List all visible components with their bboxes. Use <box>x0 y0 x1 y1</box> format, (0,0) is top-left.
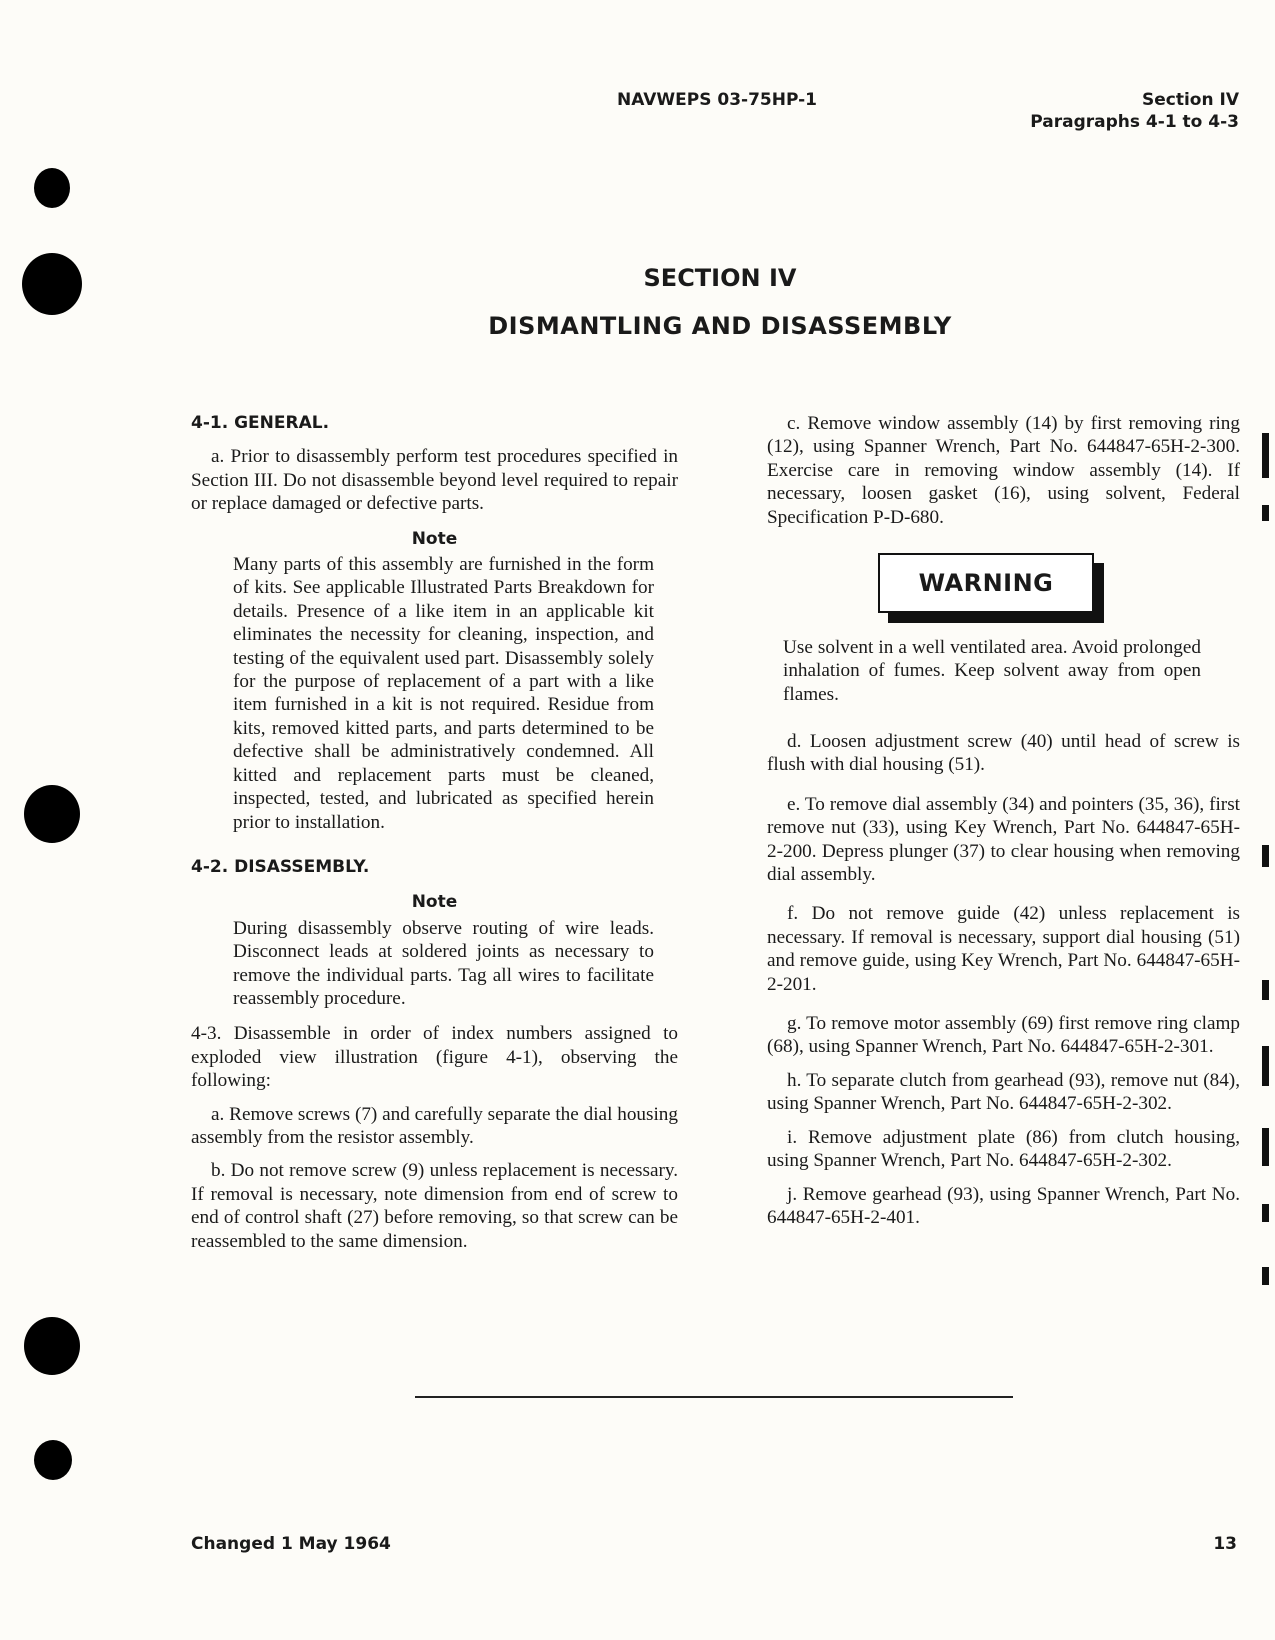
step-h: h. To separate clutch from gearhead (93), remove nut (84), using Spanner Wrench, Part No. 644847-65H-2-302. <box>767 1069 1240 1115</box>
paragraph-4-1-a: a. Prior to disassembly perform test procedures specified in Section III. Do not disassemble beyond level required to repair or replace damaged or defective parts. <box>191 446 678 515</box>
step-i: i. Remove adjustment plate (86) from clutch housing, using Spanner Wrench, Part No. 644847-65H-2-302. <box>767 1126 1240 1172</box>
binder-hole <box>34 168 70 208</box>
binder-hole <box>24 785 80 843</box>
step-d: d. Loosen adjustment screw (40) until head of screw is flush with dial housing (51). <box>767 731 1240 776</box>
step-g: g. To remove motor assembly (69) first remove ring clamp (68), using Spanner Wrench, Part No. 644847-65H-2-301. <box>767 1013 1240 1058</box>
heading-4-2: 4-2. DISASSEMBLY. <box>191 856 370 877</box>
paragraph-4-3: 4-3. Disassemble in order of index numbers assigned to exploded view illustration (figure 4-1), observing the following: <box>191 1023 678 1092</box>
paragraph-4-3-a: a. Remove screws (7) and carefully separate the dial housing assembly from the resistor assembly. <box>191 1103 678 1148</box>
note-text: During disassembly observe routing of wire leads. Disconnect leads at soldered joints as necessary to remove the individual parts. Tag all wires to facilitate reassembly procedure. <box>233 917 654 1009</box>
change-bar <box>1262 1128 1269 1166</box>
change-bar <box>1262 980 1269 1000</box>
change-date: Changed 1 May 1964 <box>191 1534 391 1554</box>
warning-text: Use solvent in a well ventilated area. Avoid prolonged inhalation of fumes. Keep solvent away from open flames. <box>783 637 1201 705</box>
change-bar <box>1262 433 1269 478</box>
step-c: c. Remove window assembly (14) by first removing ring (12), using Spanner Wrench, Part No. 644847-65H-2-300. Exercise care in removing window assembly (14). If necessary, loosen gasket (16), using solvent, Federal Specification P-D-680. <box>767 413 1240 528</box>
page-number: 13 <box>1213 1534 1237 1554</box>
left-column <box>191 412 678 1263</box>
right-column-top <box>767 412 1240 539</box>
step-e: e. To remove dial assembly (34) and pointers (35, 36), first remove nut (33), using Key Wrench, Part No. 644847-65H-2-200. Depress plunger (37) to clear housing when removing dial assembly. <box>767 793 1240 886</box>
step-j: j. Remove gearhead (93), using Spanner Wrench, Part No. 644847-65H-2-401. <box>767 1183 1240 1228</box>
binder-hole <box>34 1440 72 1480</box>
change-bar <box>1262 1204 1269 1222</box>
change-bar <box>1262 845 1269 867</box>
binder-hole <box>24 1317 80 1375</box>
section-title: SECTION IV <box>643 264 797 292</box>
step-f: f. Do not remove guide (42) unless replacement is necessary. If removal is necessary, support dial housing (51) and remove guide, using Key Wrench, Part No. 644847-65H-2-201. <box>767 903 1240 995</box>
change-bar <box>1262 1046 1269 1086</box>
heading-4-1: 4-1. GENERAL. <box>191 413 330 433</box>
note-title: Note <box>411 528 458 549</box>
warning-box: WARNING <box>878 553 1094 613</box>
page-title: DISMANTLING AND DISASSEMBLY <box>488 312 952 340</box>
change-bar <box>1262 505 1269 521</box>
note-title: Note <box>411 892 458 913</box>
paragraphs-label: Paragraphs 4-1 to 4-3 <box>1030 112 1239 132</box>
paragraph-4-3-b: b. Do not remove screw (9) unless replacement is necessary. If removal is necessary, note dimension from end of screw to end of control shaft (27) before removing, so that screw can be reassembled to the same dimension. <box>191 1160 678 1252</box>
section-label: Section IV <box>1142 90 1239 110</box>
divider <box>415 1396 1013 1398</box>
doc-number: NAVWEPS 03-75HP-1 <box>617 90 818 110</box>
change-bar <box>1262 1267 1269 1285</box>
note-text: Many parts of this assembly are furnished in the form of kits. See applicable Illustrated Parts Breakdown for details. Presence of a like item in an applicable kit eliminates the necessity for cleaning, inspection, and testing of the equivalent used part. Disassembly solely for the purpose of replacement of a part with a like item furnished in a kit is not required. Residue from kits, removed kitted parts, and parts determined to be defective shall be administratively condemned. All kitted and replacement parts must be cleaned, inspected, tested, and lubricated as specified herein prior to installation. <box>233 554 654 833</box>
right-column-bottom <box>767 730 1240 1239</box>
